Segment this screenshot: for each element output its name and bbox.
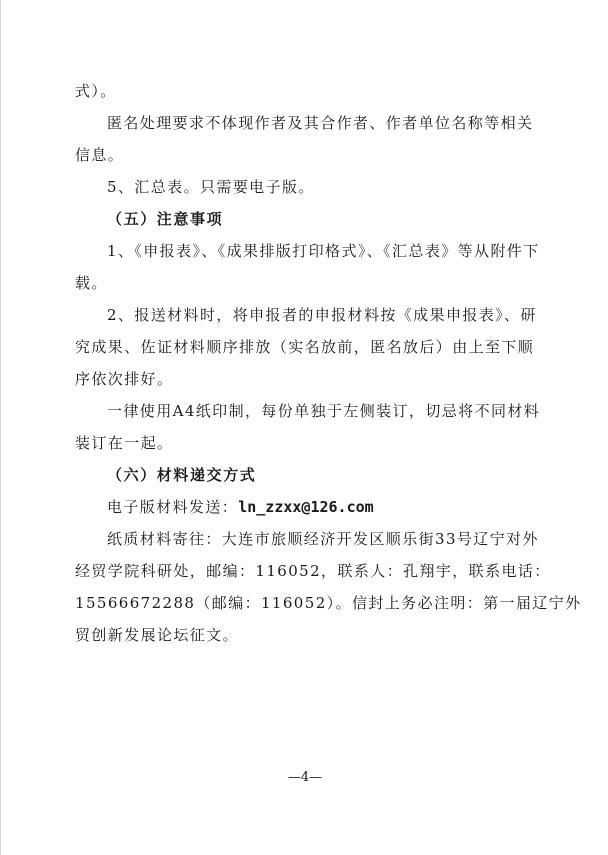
- text-line: 式）。: [75, 82, 117, 100]
- section-heading: （六）材料递交方式: [107, 466, 257, 484]
- text-line: 载。: [75, 274, 108, 292]
- text-line: 匿名处理要求不体现作者及其合作者、作者单位名称等相关: [107, 114, 534, 132]
- text-line: 1、《申报表》、《成果排版打印格式》、《汇总表》等从附件下: [107, 242, 540, 260]
- text-line: 贸创新发展论坛征文。: [75, 626, 240, 644]
- section-heading: （五）注意事项: [107, 210, 224, 228]
- text-line: 5、汇总表。只需要电子版。: [107, 178, 315, 196]
- text-line: 装订在一起。: [75, 434, 174, 452]
- page-number: —4—: [287, 770, 323, 785]
- email-address: ln_zzxx@126.com: [238, 498, 374, 516]
- text-line: 序依次排好。: [75, 370, 174, 388]
- text-line: 究成果、佐证材料顺序排放（实名放前，匿名放后）由上至下顺: [75, 338, 535, 356]
- text-line: 纸质材料寄往：大连市旅顺经济开发区顺乐街33号辽宁对外: [107, 530, 539, 548]
- email-line: [107, 497, 547, 517]
- text-line: 经贸学院科研处，邮编：116052，联系人：孔翔宇，联系电话：: [75, 562, 551, 580]
- text-line: 2、报送材料时，将申报者的申报材料按《成果申报表》、研: [107, 306, 537, 324]
- text-line: 信息。: [75, 146, 125, 164]
- text-line: 一律使用A4纸印制，每份单独于左侧装订，切忌将不同材料: [107, 402, 541, 420]
- text-line: 15566672288（邮编：116052）。信封上务必注明：第一届辽宁外: [75, 594, 582, 612]
- email-label: 电子版材料发送：: [107, 498, 239, 516]
